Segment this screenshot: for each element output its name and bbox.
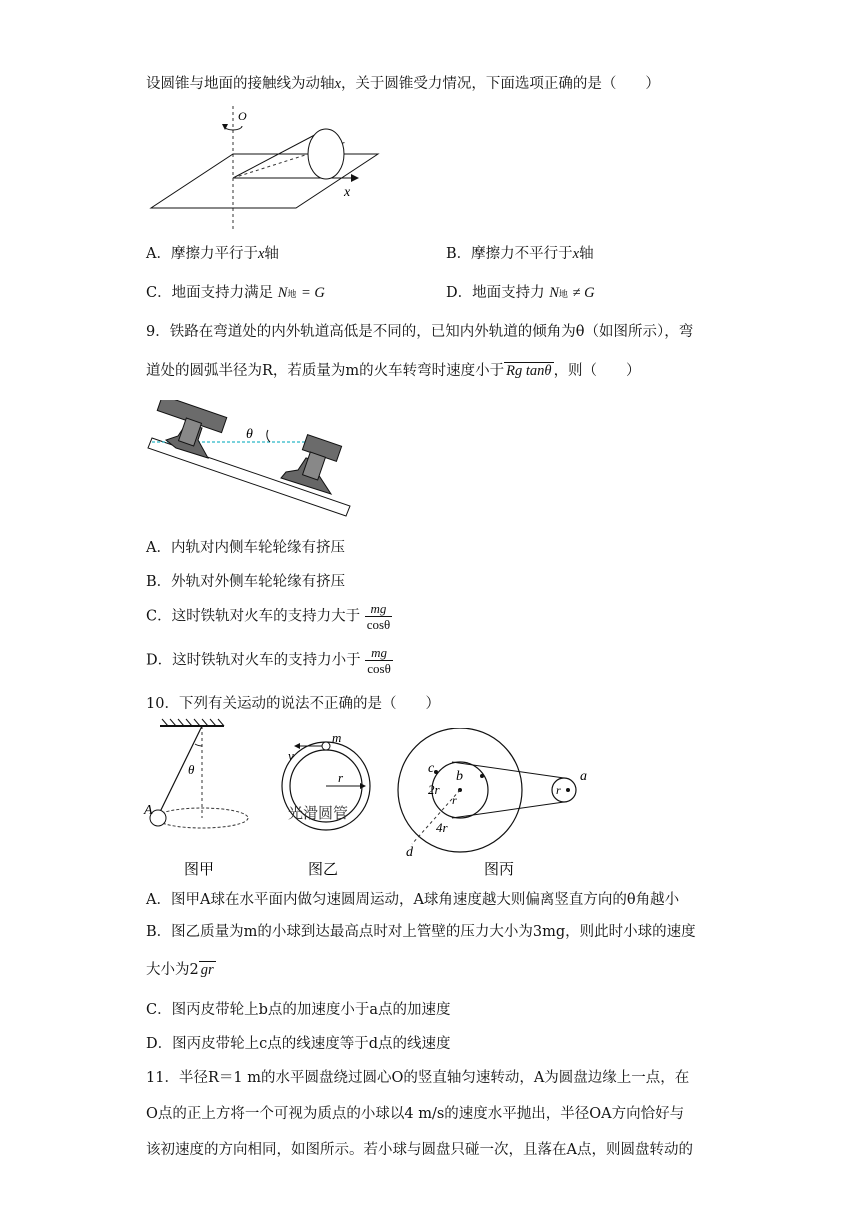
bing-d: d [406, 845, 413, 860]
q9-stem-line1: 9．铁路在弯道处的内外轨道高低是不同的，已知内外轨道的倾角为θ（如图所示），弯 [146, 324, 694, 340]
q10-fig-jia [140, 716, 260, 878]
q9-option-c[interactable]: C．这时铁轨对火车的支持力大于 $\frac{mg}{\cos\theta}$ [146, 601, 391, 632]
fraction: $\frac{mg}{\cos\theta}$ [366, 601, 391, 632]
q9-theta-label: θ [246, 427, 253, 442]
yi-caption: 图乙 [308, 862, 339, 878]
jia-label-a: A [144, 803, 153, 818]
q8-option-d[interactable]: D．地面支持力 N地 ≠ G [446, 285, 595, 301]
q8-label-o: O [238, 109, 247, 123]
bing-2r: 2r [428, 782, 440, 797]
q11-stem-line1: 11．半径R＝1 m的水平圆盘绕过圆心O的竖直轴匀速转动，A为圆盘边缘上一点，在 [146, 1070, 690, 1086]
bing-b: b [456, 769, 463, 784]
yi-tube-label: 光滑圆管 [288, 806, 349, 822]
q8-stem: 设圆锥与地面的接触线为动轴x，关于圆锥受力情况，下面选项正确的是（ ） [146, 76, 660, 92]
yi-label-m: m [332, 730, 342, 745]
q10-option-b-line1[interactable]: B．图乙质量为m的小球到达最高点时对上管壁的压力大小为3mg，则此时小球的速度 [146, 924, 696, 940]
q11-stem-line3: 该初速度的方向相同，如图所示。若小球与圆盘只碰一次，且落在A点，则圆盘转动的 [146, 1142, 693, 1158]
bing-caption: 图丙 [484, 862, 515, 878]
q8-label-x: x [344, 185, 351, 200]
q8-option-c[interactable]: C．地面支持力满足 N地 = G [146, 285, 325, 301]
bing-4r: 4r [436, 820, 448, 835]
q10-stem: 10．下列有关运动的说法不正确的是（ ） [146, 696, 440, 712]
q10-fig-yi [278, 730, 378, 878]
fraction: $\frac{mg}{\cos\theta}$ [367, 645, 391, 676]
q9-option-a[interactable]: A．内轨对内侧车轮轮缘有挤压 [146, 540, 345, 556]
bing-c: c [428, 761, 435, 776]
bing-r-small: r [556, 783, 561, 797]
q10-fig-bing [392, 728, 592, 878]
jia-caption: 图甲 [184, 862, 215, 878]
q8-option-a[interactable]: A．摩擦力平行于x轴 [146, 246, 279, 262]
yi-label-v: v [288, 748, 294, 763]
q8-cone-figure [146, 104, 386, 232]
q10-option-a[interactable]: A．图甲A球在水平面内做匀速圆周运动，A球角速度越大则偏离竖直方向的θ角越小 [146, 892, 680, 908]
yi-label-r: r [338, 770, 344, 785]
q9-option-b[interactable]: B．外轨对外侧车轮轮缘有挤压 [146, 574, 346, 590]
q8-option-b[interactable]: B．摩擦力不平行于x轴 [446, 246, 594, 262]
q9-option-d[interactable]: D．这时铁轨对火车的支持力小于 $\frac{mg}{\cos\theta}$ [146, 645, 391, 676]
q10-option-b-line2[interactable]: 大小为2 gr [146, 962, 214, 978]
q10-option-c[interactable]: C．图丙皮带轮上b点的加速度小于a点的加速度 [146, 1002, 451, 1018]
q10-option-d[interactable]: D．图丙皮带轮上c点的线速度等于d点的线速度 [146, 1036, 451, 1052]
bing-a: a [580, 769, 587, 784]
q11-stem-line2: O点的正上方将一个可视为质点的小球以4 m/s的速度水平抛出，半径OA方向恰好与 [146, 1106, 685, 1122]
q9-rail-figure [146, 400, 358, 520]
bing-r: r [452, 793, 457, 807]
jia-theta: θ [188, 762, 195, 777]
q9-stem-line2: 道处的圆弧半径为R，若质量为m的火车转弯时速度小于 Rg tanθ ，则（ ） [146, 363, 641, 379]
